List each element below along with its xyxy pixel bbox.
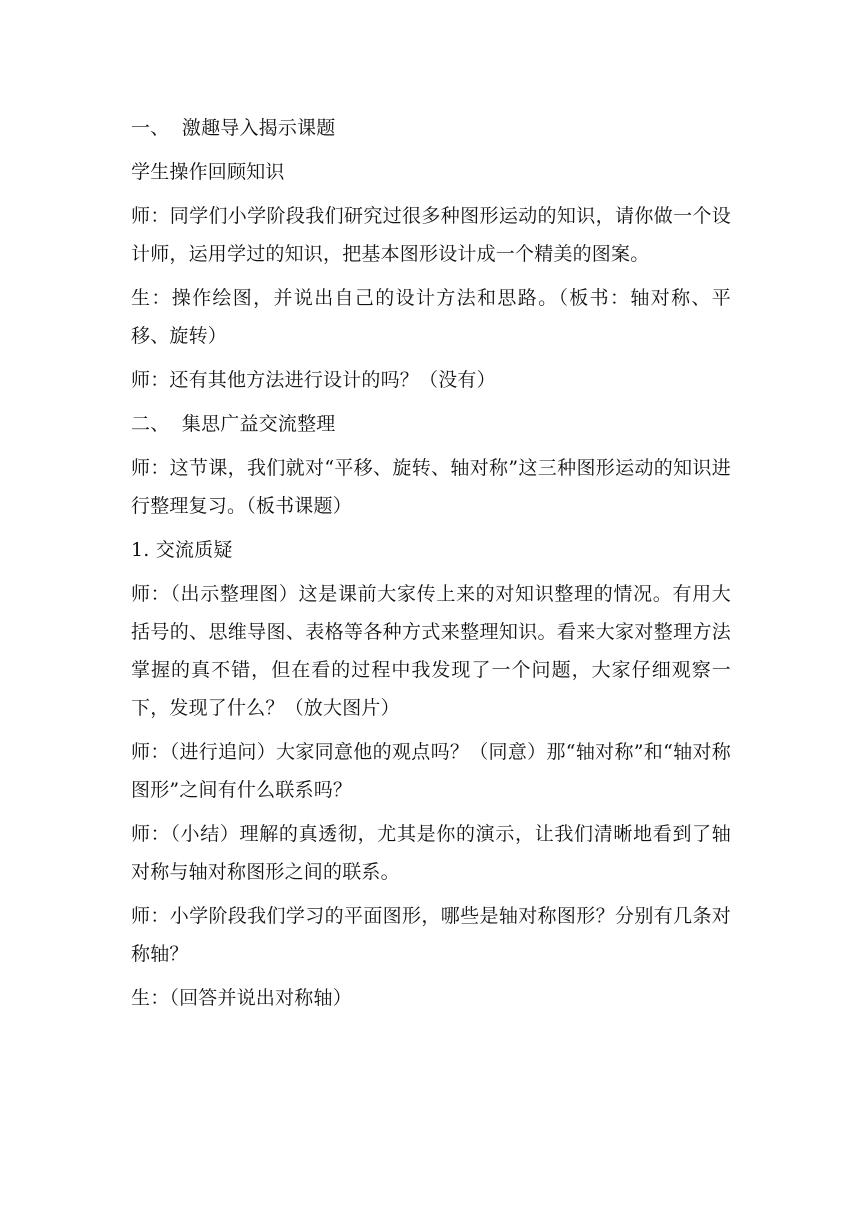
section-heading-1: 一、 激趣导入揭示课题 xyxy=(131,117,336,139)
paragraph: 师：（出示整理图）这是课前大家传上来的对知识整理的情况。有用大括号的、思维导图、表格等各种方式来整理知识。看来大家对整理方法掌握的真不错，但在看的过程中我发现了一个问题，大家仔细观察一下，发现了什么？（放大图片） xyxy=(131,583,731,719)
subheading: 1. 交流质疑 xyxy=(131,539,233,561)
paragraph: 生：操作绘图，并说出自己的设计方法和思路。（板书：轴对称、平移、旋转） xyxy=(131,287,731,347)
paragraph: 师：还有其他方法进行设计的吗？（没有） xyxy=(131,369,496,391)
paragraph: 学生操作回顾知识 xyxy=(131,161,285,183)
paragraph: 生：（回答并说出对称轴） xyxy=(131,987,352,1009)
document-body xyxy=(131,109,731,1023)
paragraph: 师：小学阶段我们学习的平面图形，哪些是轴对称图形？分别有几条对称轴？ xyxy=(131,905,731,965)
paragraph: 师：（小结）理解的真透彻，尤其是你的演示，让我们清晰地看到了轴对称与轴对称图形之间的联系。 xyxy=(131,823,731,883)
paragraph: 师：（进行追问）大家同意他的观点吗？（同意）那“轴对称”和“轴对称图形”之间有什么联系吗？ xyxy=(131,741,731,801)
section-heading-2: 二、 集思广益交流整理 xyxy=(131,413,336,435)
paragraph: 师：同学们小学阶段我们研究过很多种图形运动的知识，请你做一个设计师，运用学过的知识，把基本图形设计成一个精美的图案。 xyxy=(131,205,731,265)
paragraph: 师：这节课，我们就对“平移、旋转、轴对称”这三种图形运动的知识进行整理复习。（板书课题） xyxy=(131,457,731,517)
